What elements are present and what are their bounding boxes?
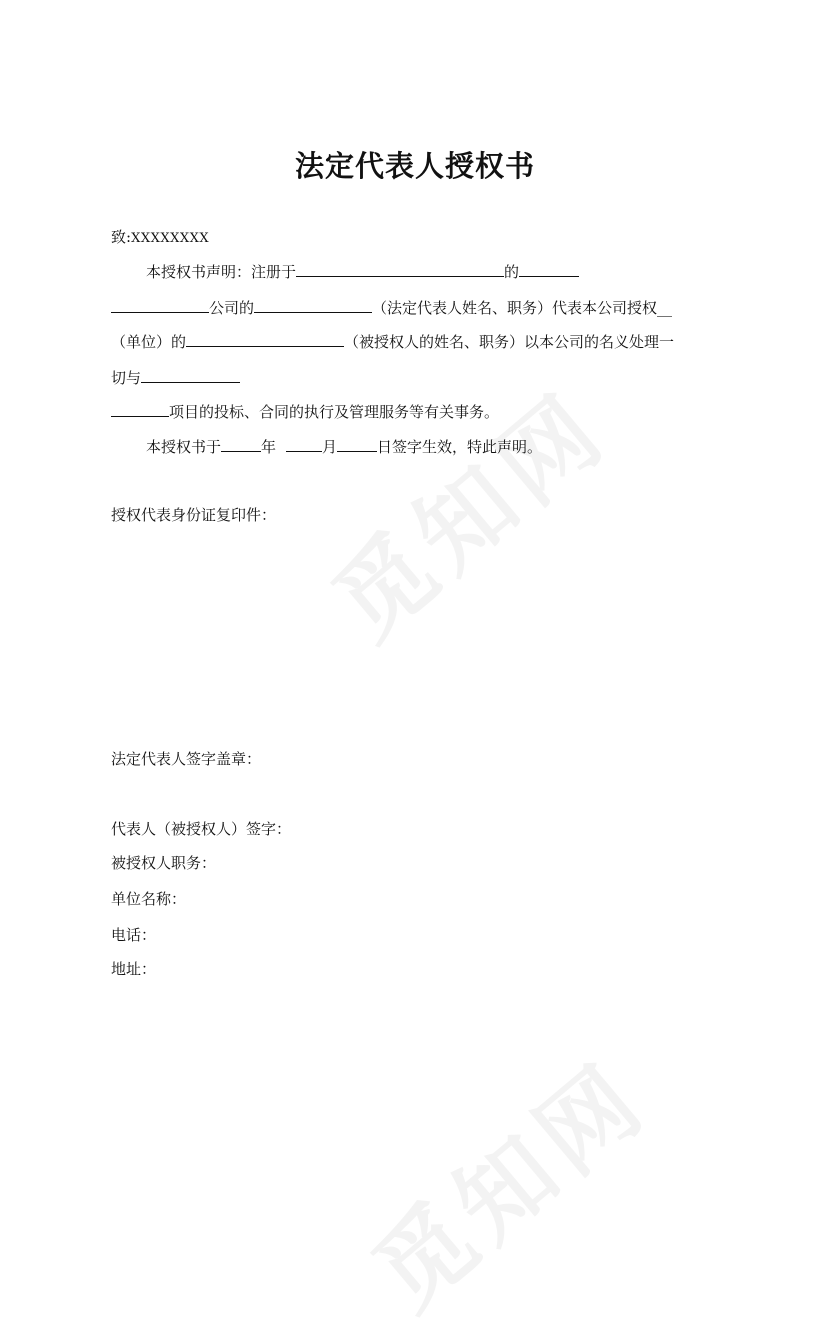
year-label: 年 xyxy=(261,438,277,456)
phone-label: 电话： xyxy=(111,926,157,944)
effective-date-line xyxy=(146,436,542,457)
unit-name-label: 单位名称： xyxy=(111,890,187,908)
statement-unit: （单位）的 xyxy=(111,333,187,351)
recipient-value: XXXXXXXX xyxy=(131,231,210,246)
month-blank[interactable] xyxy=(286,436,322,452)
statement-company: 公司的 xyxy=(209,299,255,317)
effective-intro: 本授权书于 xyxy=(146,438,222,456)
registered-place-blank[interactable] xyxy=(296,261,504,277)
statement-line-3 xyxy=(111,331,674,352)
project-blank-2[interactable] xyxy=(111,401,169,417)
statement-authorized: （被授权人的姓名、职务）以本公司的名义处理一 xyxy=(344,333,675,351)
legal-rep-sign-label: 法定代表人签字盖章： xyxy=(111,750,262,768)
id-copy-label: 授权代表身份证复印件： xyxy=(111,506,277,524)
month-label: 月 xyxy=(322,438,338,456)
rep-sign-label: 代表人（被授权人）签字： xyxy=(111,820,292,838)
company-name-blank-1[interactable] xyxy=(519,261,579,277)
statement-intro: 本授权书声明：注册于 xyxy=(146,263,297,281)
year-blank[interactable] xyxy=(221,436,261,452)
statement-related: 切与 xyxy=(111,369,142,387)
watermark-bottom xyxy=(340,1026,672,1335)
statement-legal-rep: （法定代表人姓名、职务）代表本公司授权__ xyxy=(372,299,673,317)
position-label: 被授权人职务： xyxy=(111,854,217,872)
statement-de: 的 xyxy=(504,263,520,281)
statement-line-2 xyxy=(111,297,672,318)
statement-line-5 xyxy=(111,401,499,422)
day-blank[interactable] xyxy=(337,436,377,452)
authorized-person-blank[interactable] xyxy=(186,331,344,347)
statement-matters: 项目的投标、合同的执行及管理服务等有关事务。 xyxy=(169,403,500,421)
document-title: 法定代表人授权书 xyxy=(294,149,535,183)
recipient-prefix: 致: xyxy=(111,228,132,246)
legal-rep-blank[interactable] xyxy=(254,297,372,313)
statement-line-1 xyxy=(146,261,579,282)
address-label: 地址： xyxy=(111,960,157,978)
project-blank-1[interactable] xyxy=(141,367,240,383)
statement-line-4 xyxy=(111,367,240,388)
day-label: 日签字生效，特此声明。 xyxy=(377,438,543,456)
company-name-blank-2[interactable] xyxy=(111,297,209,313)
recipient-line xyxy=(111,227,209,249)
